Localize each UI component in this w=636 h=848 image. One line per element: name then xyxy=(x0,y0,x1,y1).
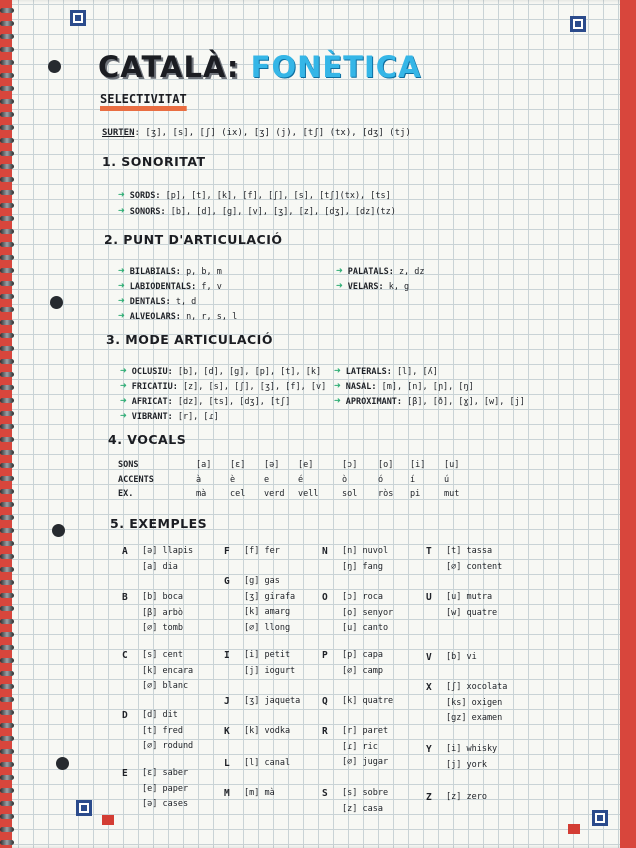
punt-item xyxy=(118,294,196,307)
arrow-icon: ➜ xyxy=(120,409,127,422)
exemple-line: [p] capa xyxy=(342,650,383,660)
exemple-line: [k] quatre xyxy=(342,696,394,706)
surten-label: SURTEN xyxy=(102,128,135,138)
mode-text: [b], [d], [g], [p], [t], [k] xyxy=(177,367,322,377)
vocals-cell: ú xyxy=(444,475,450,485)
exemple-line: [ŋ] fang xyxy=(342,561,383,572)
sords-label: SORDS: xyxy=(129,191,161,201)
spiral-coil xyxy=(0,190,14,195)
exemple-letter: C xyxy=(122,650,128,661)
spiral-coil xyxy=(0,528,14,533)
spiral-coil xyxy=(0,645,14,650)
exemple-letter: R xyxy=(322,726,328,737)
sonoritat-sords xyxy=(118,188,391,201)
mode-item xyxy=(334,379,474,392)
spiral-coil xyxy=(0,567,14,572)
vocals-cell: [i] xyxy=(410,460,426,470)
mode-text: [β], [ð], [ɣ], [w], [j] xyxy=(407,397,525,407)
exemple-line: [∅] content xyxy=(446,561,503,572)
exemple-letter: J xyxy=(224,696,230,707)
exemple-line: [a] dia xyxy=(142,561,178,572)
mode-item xyxy=(120,394,290,407)
arrow-icon: ➜ xyxy=(336,264,343,277)
punt-label: LABIODENTALS: xyxy=(129,282,197,292)
exemple-line: [u] mutra xyxy=(446,592,493,602)
spiral-coil xyxy=(0,268,14,273)
exemple-line: [∅] rodund xyxy=(142,741,194,751)
exemple-letter: Y xyxy=(426,744,432,755)
spiral-coil xyxy=(0,320,14,325)
exemple-letter: M xyxy=(224,788,230,799)
vocals-cell: è xyxy=(230,475,236,485)
red-square-bottom-left xyxy=(102,815,114,825)
exemple-line: [f] fer xyxy=(244,546,280,556)
exemple-line: [ks] oxigen xyxy=(446,697,503,708)
vocals-cell: mut xyxy=(444,489,460,499)
spiral-coil xyxy=(0,34,14,39)
exemple-letter: X xyxy=(426,682,432,693)
spiral-coil xyxy=(0,489,14,494)
spiral-coil xyxy=(0,60,14,65)
vocals-cell: [ə] xyxy=(264,460,280,470)
mode-label: OCLUSIU: xyxy=(131,367,173,377)
binder-hole xyxy=(48,60,61,73)
exemple-letter: L xyxy=(224,758,230,769)
spiral-coil xyxy=(0,125,14,130)
vocals-cell: ròs xyxy=(378,489,394,499)
vocals-row-label: SONS xyxy=(118,460,139,470)
exemple-line: [ʃ] xocolata xyxy=(446,682,508,692)
exemple-line: [d] dit xyxy=(142,710,178,720)
punt-text: k, g xyxy=(388,282,410,292)
spiral-coil xyxy=(0,723,14,728)
spiral-coil xyxy=(0,359,14,364)
binder-hole xyxy=(56,757,69,770)
spiral-coil xyxy=(0,333,14,338)
spiral-coil xyxy=(0,580,14,585)
exemple-line: [ʒ] jaqueta xyxy=(244,696,301,706)
exemple-line: [ɔ] roca xyxy=(342,592,383,602)
spiral-coil xyxy=(0,476,14,481)
exemple-letter: Q xyxy=(322,696,328,707)
arrow-icon: ➜ xyxy=(118,309,125,322)
sonors-label: SONORS: xyxy=(129,207,166,217)
arrow-icon: ➜ xyxy=(334,379,341,392)
mode-text: [dz], [ts], [dʒ], [tʃ] xyxy=(177,397,291,407)
punt-text: z, dz xyxy=(398,267,425,277)
punt-item xyxy=(118,309,237,322)
spiral-coil xyxy=(0,684,14,689)
arrow-icon: ➜ xyxy=(118,188,125,201)
exemple-line: [g] gas xyxy=(244,576,280,586)
spiral-coil xyxy=(0,424,14,429)
section-title-exemples: 5. EXEMPLES xyxy=(110,516,208,531)
corner-mark-top-left xyxy=(70,10,86,26)
exemple-line: [n] nuvol xyxy=(342,546,389,556)
page-title xyxy=(98,50,421,84)
exemple-letter: V xyxy=(426,652,432,663)
exemple-line: [ə] llapis xyxy=(142,546,194,556)
exemple-letter: S xyxy=(322,788,328,799)
spiral-coil xyxy=(0,619,14,624)
exemple-letter: I xyxy=(224,650,230,661)
spiral-coil xyxy=(0,21,14,26)
exemple-letter: P xyxy=(322,650,328,661)
section-title-vocals: 4. VOCALS xyxy=(108,432,187,447)
spiral-coil xyxy=(0,255,14,260)
exemple-letter: T xyxy=(426,546,432,557)
mode-item xyxy=(334,394,525,407)
spiral-coil xyxy=(0,86,14,91)
mode-label: FRICATIU: xyxy=(131,382,178,392)
exemple-letter: Z xyxy=(426,792,432,803)
vocals-cell: mà xyxy=(196,489,207,499)
exemple-line: [w] quatre xyxy=(446,607,498,618)
spiral-coil xyxy=(0,437,14,442)
title-colon: : xyxy=(226,50,240,84)
vocals-cell: vell xyxy=(298,489,319,499)
spiral-coil xyxy=(0,294,14,299)
exemple-line: [u] canto xyxy=(342,623,389,633)
spiral-coil xyxy=(0,47,14,52)
punt-label: DENTALS: xyxy=(129,297,171,307)
sonoritat-sonors xyxy=(118,204,396,217)
exemple-line: [ɾ] ric xyxy=(342,741,378,752)
spiral-coil xyxy=(0,593,14,598)
spiral-coil xyxy=(0,112,14,117)
spiral-coil xyxy=(0,229,14,234)
punt-text: f, v xyxy=(201,282,222,292)
spiral-coil xyxy=(0,671,14,676)
corner-mark-top-right xyxy=(570,16,586,32)
vocals-cell: [e] xyxy=(298,460,314,470)
exemple-letter: K xyxy=(224,726,230,737)
exemple-letter: O xyxy=(322,592,328,603)
sords-text: [p], [t], [k], [f], [ʃ], [s], [tʃ](tx), [ts] xyxy=(165,191,391,201)
vocals-cell: [ɛ] xyxy=(230,460,246,470)
arrow-icon: ➜ xyxy=(120,379,127,392)
mode-item xyxy=(120,409,219,422)
spiral-coil xyxy=(0,177,14,182)
vocals-cell: à xyxy=(196,475,202,485)
mode-item xyxy=(120,379,326,392)
exemple-line: [i] petit xyxy=(244,650,291,660)
spiral-coil xyxy=(0,697,14,702)
spiral-coil xyxy=(0,736,14,741)
spiral-coil xyxy=(0,554,14,559)
spiral-coil xyxy=(0,827,14,832)
notebook-page xyxy=(12,0,624,848)
vocals-cell: ò xyxy=(342,475,348,485)
exemple-line: [m] mà xyxy=(244,788,275,798)
vocals-cell: ó xyxy=(378,475,384,485)
mode-text: [l], [ʎ] xyxy=(396,367,438,377)
title-fonetica: FONÈTICA xyxy=(250,50,422,84)
exemple-line: [gz] examen xyxy=(446,713,503,723)
section-title-mode: 3. MODE ARTICULACIÓ xyxy=(106,332,273,347)
arrow-icon: ➜ xyxy=(118,294,125,307)
notebook-cover-right xyxy=(620,0,636,848)
spiral-coil xyxy=(0,164,14,169)
corner-mark-bottom-left xyxy=(76,800,92,816)
punt-item xyxy=(118,279,222,292)
arrow-icon: ➜ xyxy=(118,279,125,292)
exemple-letter: E xyxy=(122,768,128,779)
spiral-coil xyxy=(0,541,14,546)
mode-text: [z], [s], [ʃ], [ʒ], [f], [v] xyxy=(182,382,327,392)
arrow-icon: ➜ xyxy=(118,204,125,217)
spiral-coil xyxy=(0,372,14,377)
spiral-coil xyxy=(0,450,14,455)
mode-label: AFRICAT: xyxy=(131,397,173,407)
subtitle-selectivitat: SELECTIVITAT xyxy=(100,92,187,106)
exemple-line: [ɛ] saber xyxy=(142,768,189,778)
punt-item xyxy=(336,279,409,292)
punt-text: n, r, s, l xyxy=(186,312,238,322)
spiral-coil xyxy=(0,398,14,403)
exemple-line: [t] fred xyxy=(142,725,183,736)
vocals-cell: [u] xyxy=(444,460,460,470)
vocals-row-label: EX. xyxy=(118,489,134,499)
arrow-icon: ➜ xyxy=(336,279,343,292)
exemple-line: [∅] camp xyxy=(342,665,383,676)
corner-mark-bottom-right xyxy=(592,810,608,826)
spiral-coil xyxy=(0,710,14,715)
spiral-coil xyxy=(0,151,14,156)
vocals-cell: [ɔ] xyxy=(342,460,358,470)
punt-item xyxy=(118,264,222,277)
vocals-cell: í xyxy=(410,475,416,485)
exemple-letter: A xyxy=(122,546,128,557)
vocals-cell: [o] xyxy=(378,460,394,470)
spiral-coil xyxy=(0,814,14,819)
arrow-icon: ➜ xyxy=(118,264,125,277)
exemple-line: [j] iogurt xyxy=(244,665,296,676)
spiral-coil xyxy=(0,346,14,351)
exemple-line: [s] cent xyxy=(142,650,183,660)
spiral-coil xyxy=(0,788,14,793)
vocals-cell: e xyxy=(264,475,270,485)
spiral-coil xyxy=(0,606,14,611)
section-title-punt: 2. PUNT D'ARTICULACIÓ xyxy=(104,232,283,247)
binder-hole xyxy=(50,296,63,309)
spiral-coil xyxy=(0,840,14,845)
exemple-letter: F xyxy=(224,546,230,557)
spiral-coil xyxy=(0,385,14,390)
vocals-cell: verd xyxy=(264,489,285,499)
punt-item xyxy=(336,264,425,277)
vocals-row-label: ACCENTS xyxy=(118,475,154,485)
spiral-coil xyxy=(0,658,14,663)
exemple-line: [∅] tomb xyxy=(142,623,183,633)
exemple-line: [s] sobre xyxy=(342,788,389,798)
spiral-coil xyxy=(0,775,14,780)
exemple-letter: G xyxy=(224,576,230,587)
exemple-line: [b] vi xyxy=(446,652,477,662)
spiral-coil xyxy=(0,762,14,767)
spiral-coil xyxy=(0,749,14,754)
binder-hole xyxy=(52,524,65,537)
mode-item xyxy=(334,364,438,377)
mode-label: VIBRANT: xyxy=(131,412,173,422)
spiral-coil xyxy=(0,463,14,468)
exemple-line: [o] senyor xyxy=(342,607,394,618)
mode-text: [m], [n], [ɲ], [ŋ] xyxy=(381,382,474,392)
spiral-coil xyxy=(0,203,14,208)
spiral-coil xyxy=(0,801,14,806)
mode-item xyxy=(120,364,321,377)
exemple-line: [l] canal xyxy=(244,758,291,768)
exemple-letter: N xyxy=(322,546,328,557)
spiral-coil xyxy=(0,99,14,104)
vocals-cell: pi xyxy=(410,489,421,499)
arrow-icon: ➜ xyxy=(120,364,127,377)
exemple-line: [β] arbò xyxy=(142,607,183,618)
punt-text: p, b, m xyxy=(186,267,222,277)
punt-label: BILABIALS: xyxy=(129,267,181,277)
vocals-cell: cel xyxy=(230,489,246,499)
exemple-line: [k] encara xyxy=(142,665,194,676)
exemple-line: [z] zero xyxy=(446,792,487,802)
exemple-letter: B xyxy=(122,592,128,603)
surten-line xyxy=(102,128,411,138)
spiral-coil xyxy=(0,281,14,286)
exemple-line: [b] boca xyxy=(142,592,183,602)
punt-label: ALVEOLARS: xyxy=(129,312,181,322)
punt-label: PALATALS: xyxy=(347,267,394,277)
exemple-line: [r] paret xyxy=(342,726,389,736)
section-title-sonoritat: 1. SONORITAT xyxy=(102,154,206,169)
title-catala: CATALÀ xyxy=(98,50,227,84)
spiral-coil xyxy=(0,73,14,78)
spiral-coil xyxy=(0,242,14,247)
exemple-line: [∅] jugar xyxy=(342,757,389,767)
arrow-icon: ➜ xyxy=(120,394,127,407)
red-square-bottom-right xyxy=(568,824,580,834)
mode-label: NASAL: xyxy=(345,382,377,392)
exemple-line: [j] york xyxy=(446,759,487,770)
exemple-letter: U xyxy=(426,592,432,603)
punt-label: VELARS: xyxy=(347,282,384,292)
spiral-coil xyxy=(0,8,14,13)
exemple-line: [∅] llong xyxy=(244,622,291,633)
spiral-coil xyxy=(0,138,14,143)
mode-text: [r], [ɾ] xyxy=(177,412,219,422)
spiral-coil xyxy=(0,411,14,416)
exemple-line: [i] whisky xyxy=(446,744,498,754)
spiral-coil xyxy=(0,307,14,312)
arrow-icon: ➜ xyxy=(334,394,341,407)
spiral-coil xyxy=(0,515,14,520)
vocals-cell: [a] xyxy=(196,460,212,470)
exemple-line: [k] vodka xyxy=(244,726,291,736)
sonors-text: [b], [d], [g], [v], [ʒ], [z], [dʒ], [dz](tz) xyxy=(170,207,396,217)
arrow-icon: ➜ xyxy=(334,364,341,377)
vocals-cell: é xyxy=(298,475,304,485)
exemple-line: [∅] blanc xyxy=(142,681,189,691)
surten-text: : [ʒ], [s], [ʃ] (ix), [ʒ] (j), [tʃ] (tx), [dʒ] (tj) xyxy=(134,128,411,138)
exemple-line: [ʒ] girafa xyxy=(244,591,296,602)
vocals-cell: sol xyxy=(342,489,358,499)
exemple-letter: D xyxy=(122,710,128,721)
exemple-line: [ə] cases xyxy=(142,799,189,809)
spiral-coil xyxy=(0,502,14,507)
exemple-line: [t] tassa xyxy=(446,546,493,556)
spiral-coil xyxy=(0,216,14,221)
mode-label: LATERALS: xyxy=(345,367,392,377)
exemple-line: [k] amarg xyxy=(244,607,291,617)
mode-label: APROXIMANT: xyxy=(345,397,403,407)
punt-text: t, d xyxy=(175,297,197,307)
exemple-line: [z] casa xyxy=(342,803,383,814)
spiral-coil xyxy=(0,632,14,637)
exemple-line: [e] paper xyxy=(142,783,189,794)
